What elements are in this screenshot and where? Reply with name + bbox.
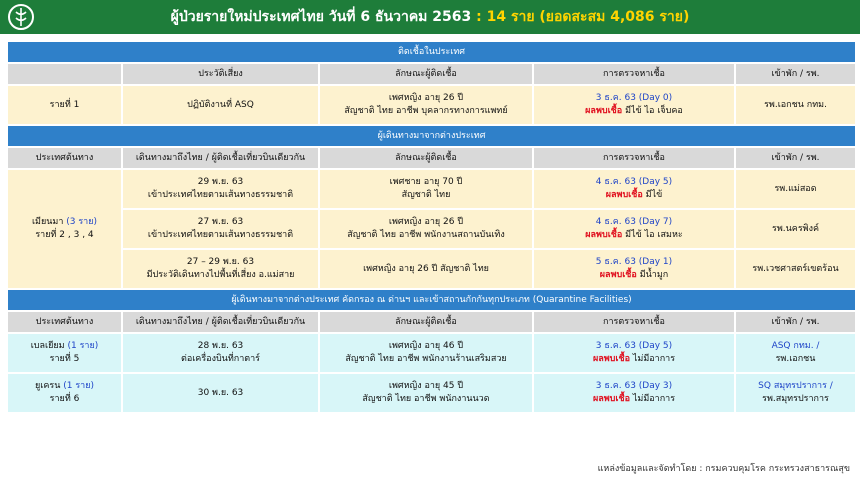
country-count: (1 ราย) bbox=[63, 381, 94, 391]
test-result: ผลพบเชื้อ bbox=[585, 106, 623, 116]
arrival-date: 27 – 29 พ.ย. 63 bbox=[186, 257, 255, 267]
country-cell bbox=[8, 334, 121, 372]
profile-line: สัญชาติ ไทย อาชีพ บุคลากรทางการแพทย์ bbox=[344, 106, 508, 116]
hospital bbox=[736, 334, 855, 372]
table-row bbox=[8, 250, 855, 288]
arrival-note: มีประวัติเดินทางไปพื้นที่เสี่ยง อ.แม่สาย bbox=[146, 270, 295, 280]
case-table bbox=[6, 40, 857, 414]
country-count: (3 ราย) bbox=[66, 217, 98, 227]
profile-line: เพศชาย อายุ 70 ปี bbox=[389, 177, 463, 187]
country-cell bbox=[8, 170, 121, 288]
col-header: การตรวจหาเชื้อ bbox=[534, 64, 734, 84]
country-name: เมียนมา bbox=[31, 217, 64, 227]
table-row bbox=[8, 86, 855, 124]
test-result: ผลพบเชื้อ bbox=[592, 394, 630, 404]
risk-history: ปฏิบัติงานที่ ASQ bbox=[123, 86, 318, 124]
table-row bbox=[8, 334, 855, 372]
header-bar bbox=[0, 0, 860, 34]
test-cell bbox=[534, 374, 734, 412]
arrival-cell bbox=[123, 250, 318, 288]
test-date: 3 ธ.ค. 63 (Day 5) bbox=[595, 341, 673, 351]
hospital-line: SQ สมุทรปราการ / bbox=[758, 381, 833, 391]
col-header: ประเทศต้นทาง bbox=[8, 312, 121, 332]
page-title bbox=[0, 0, 860, 34]
patient-profile bbox=[320, 250, 532, 288]
symptom: ไม่มีอาการ bbox=[632, 394, 676, 404]
source-footer: แหล่งข้อมูลและจัดทำโดย : กรมควบคุมโรค กระทรวงสาธารณสุข bbox=[597, 464, 850, 474]
profile-line: สัญชาติ ไทย อาชีพ พนักงานสถานบันเทิง bbox=[347, 230, 505, 240]
arrival-date: 29 พ.ย. 63 bbox=[197, 177, 244, 187]
test-date: 3 ธ.ค. 63 (Day 0) bbox=[595, 93, 673, 103]
symptom: มีไข้ bbox=[645, 190, 663, 200]
section-title-imported: ผู้เดินทางมาจากต่างประเทศ bbox=[8, 126, 855, 146]
case-label: รายที่ 1 bbox=[8, 86, 121, 124]
profile-line: สัญชาติ ไทย อาชีพ พนักงานนวด bbox=[362, 394, 490, 404]
test-cell bbox=[534, 210, 734, 248]
table-row bbox=[8, 374, 855, 412]
arrival-cell bbox=[123, 170, 318, 208]
hospital: รพ.เอกชน กทม. bbox=[736, 86, 855, 124]
patient-profile bbox=[320, 170, 532, 208]
test-result: ผลพบเชื้อ bbox=[585, 230, 623, 240]
hospital-line: ASQ กทม. / bbox=[771, 341, 820, 351]
country-cell bbox=[8, 374, 121, 412]
patient-profile bbox=[320, 334, 532, 372]
patient-profile bbox=[320, 374, 532, 412]
test-result: ผลพบเชื้อ bbox=[592, 354, 630, 364]
arrival-date: 27 พ.ย. 63 bbox=[197, 217, 244, 227]
profile-line: เพศหญิง อายุ 26 ปี สัญชาติ ไทย bbox=[363, 263, 489, 274]
test-result: ผลพบเชื้อ bbox=[599, 270, 637, 280]
col-header bbox=[8, 64, 121, 84]
title-highlight: : 14 ราย (ยอดสะสม 4,086 ราย) bbox=[476, 9, 690, 25]
arrival-note: เข้าประเทศไทยตามเส้นทางธรรมชาติ bbox=[147, 190, 294, 200]
title-main: ผู้ป่วยรายใหม่ประเทศไทย วันที่ 6 ธันวาคม 2563 bbox=[170, 9, 472, 25]
profile-line: เพศหญิง อายุ 46 ปี bbox=[388, 341, 464, 351]
hospital: รพ.นครพิงค์ bbox=[736, 210, 855, 248]
test-date: 4 ธ.ค. 63 (Day 7) bbox=[595, 217, 673, 227]
symptom: มีน้ำมูก bbox=[639, 270, 669, 280]
patient-profile bbox=[320, 86, 532, 124]
col-header: ลักษณะผู้ติดเชื้อ bbox=[320, 312, 532, 332]
profile-line: สัญชาติ ไทย อาชีพ พนักงานร้านเสริมสวย bbox=[345, 354, 507, 364]
table-row bbox=[8, 170, 855, 208]
hospital-line: รพ.เอกชน bbox=[775, 354, 816, 364]
hospital: รพ.เวชศาสตร์เขตร้อน bbox=[736, 250, 855, 288]
col-header: การตรวจหาเชื้อ bbox=[534, 312, 734, 332]
case-label: รายที่ 2 , 3 , 4 bbox=[35, 230, 94, 240]
arrival-note: ต่อเครื่องบินที่กาตาร์ bbox=[180, 354, 260, 364]
section-title-domestic: ติดเชื้อในประเทศ bbox=[8, 42, 855, 62]
symptom: ไม่มีอาการ bbox=[632, 354, 676, 364]
col-header: เข้าพัก / รพ. bbox=[736, 312, 855, 332]
section-title-quarantine: ผู้เดินทางมาจากต่างประเทศ คัดกรอง ณ ด่านฯ และเข้าสถานกักกันทุกประเภท (Quarantine Facilities) bbox=[8, 290, 855, 310]
arrival-cell bbox=[123, 210, 318, 248]
profile-line: เพศหญิง อายุ 45 ปี bbox=[388, 381, 464, 391]
hospital: รพ.แม่สอด bbox=[736, 170, 855, 208]
test-cell bbox=[534, 250, 734, 288]
hospital bbox=[736, 374, 855, 412]
country-name: เบลเยียม bbox=[30, 341, 65, 351]
col-header: ประเทศต้นทาง bbox=[8, 148, 121, 168]
test-cell bbox=[534, 86, 734, 124]
arrival-note: เข้าประเทศไทยตามเส้นทางธรรมชาติ bbox=[147, 230, 294, 240]
col-header: ลักษณะผู้ติดเชื้อ bbox=[320, 148, 532, 168]
case-label: รายที่ 5 bbox=[49, 354, 80, 364]
profile-line: เพศหญิง อายุ 26 ปี bbox=[388, 217, 464, 227]
test-result: ผลพบเชื้อ bbox=[605, 190, 643, 200]
col-header: เข้าพัก / รพ. bbox=[736, 148, 855, 168]
col-header: เข้าพัก / รพ. bbox=[736, 64, 855, 84]
test-cell bbox=[534, 170, 734, 208]
case-label: รายที่ 6 bbox=[49, 394, 80, 404]
test-cell bbox=[534, 334, 734, 372]
test-date: 4 ธ.ค. 63 (Day 5) bbox=[595, 177, 673, 187]
col-header: เดินทางมาถึงไทย / ผู้ติดเชื้อเที่ยวบินเดียวกัน bbox=[123, 312, 318, 332]
hospital-line: รพ.สมุทรปราการ bbox=[762, 394, 829, 404]
country-count: (1 ราย) bbox=[67, 341, 99, 351]
arrival-date: 30 พ.ย. 63 bbox=[197, 387, 244, 398]
table-row bbox=[8, 210, 855, 248]
arrival-cell bbox=[123, 374, 318, 412]
test-date: 5 ธ.ค. 63 (Day 1) bbox=[595, 257, 673, 267]
profile-line: เพศหญิง อายุ 26 ปี bbox=[388, 93, 464, 103]
col-header: ลักษณะผู้ติดเชื้อ bbox=[320, 64, 532, 84]
arrival-cell bbox=[123, 334, 318, 372]
arrival-date: 28 พ.ย. 63 bbox=[197, 341, 244, 351]
col-header: ประวัติเสี่ยง bbox=[123, 64, 318, 84]
profile-line: สัญชาติ ไทย bbox=[401, 190, 451, 200]
col-header: การตรวจหาเชื้อ bbox=[534, 148, 734, 168]
country-name: ยูเครน bbox=[34, 381, 61, 391]
symptom: มีไข้ ไอ เสมหะ bbox=[625, 230, 683, 240]
patient-profile bbox=[320, 210, 532, 248]
col-header: เดินทางมาถึงไทย / ผู้ติดเชื้อเที่ยวบินเดียวกัน bbox=[123, 148, 318, 168]
symptom: มีไข้ ไอ เจ็บคอ bbox=[625, 106, 683, 116]
test-date: 3 ธ.ค. 63 (Day 3) bbox=[595, 381, 673, 391]
